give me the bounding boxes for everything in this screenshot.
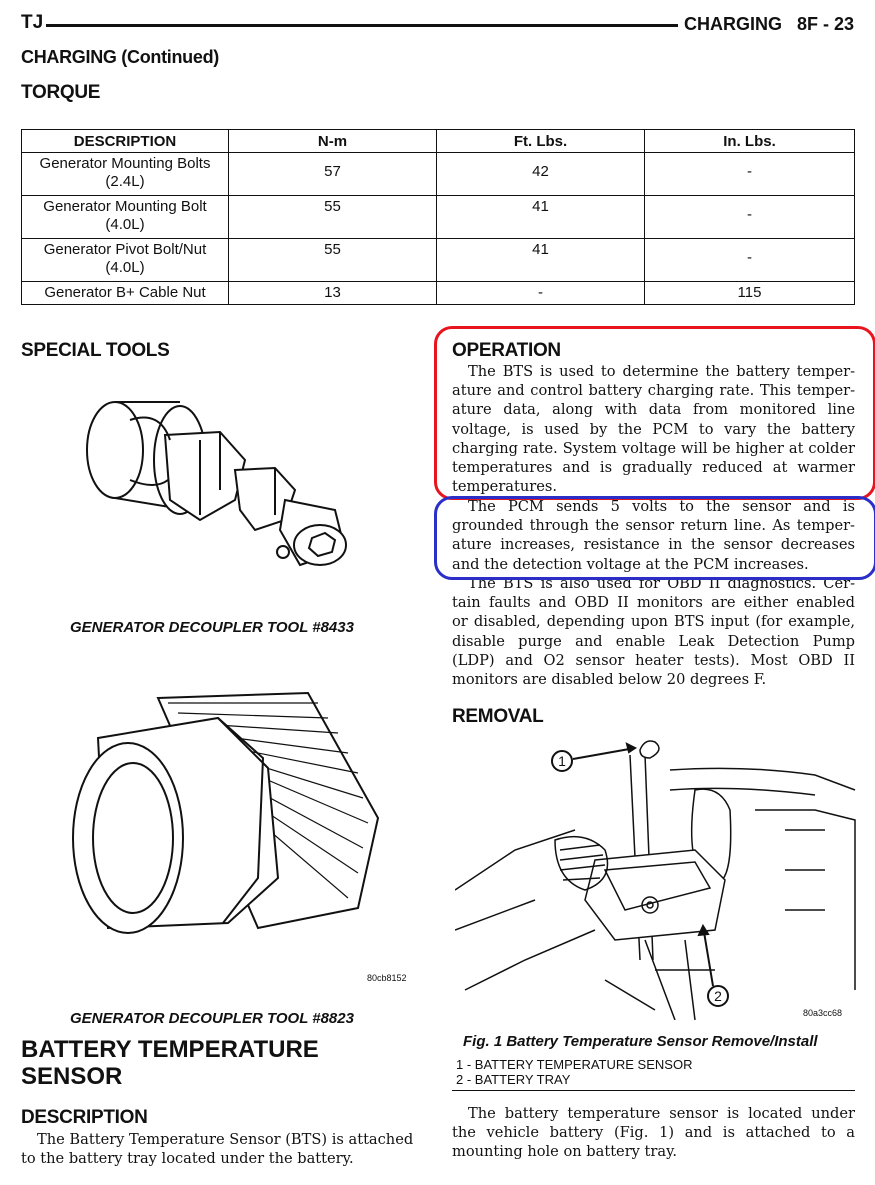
text-line: ature data, along with data from monitored line — [452, 401, 855, 419]
text-line: The battery temperature sensor is located under — [468, 1105, 855, 1122]
cell-in: 115 — [645, 282, 855, 305]
text-line: charging rate. System voltage will be higher at colder — [452, 439, 855, 457]
text-line: voltage, is used by the PCM to vary the battery — [452, 420, 855, 438]
highlight-box-red — [434, 326, 875, 500]
text-line: tain faults and OBD II monitors are either enabled — [452, 594, 855, 612]
bts-title-line1: BATTERY TEMPERATURE — [21, 1036, 319, 1063]
cell-desc: Generator B+ Cable Nut — [22, 282, 229, 305]
torque-title: TORQUE — [21, 82, 101, 103]
header-model: TJ — [21, 12, 44, 33]
description-body — [21, 1130, 424, 1168]
torque-table — [21, 129, 855, 305]
figure-code: 80a3cc68 — [803, 1008, 843, 1018]
tool-8433-caption: GENERATOR DECOUPLER TOOL #8433 — [70, 619, 354, 636]
cell-nm: 55 — [229, 239, 437, 282]
description-line: to the battery tray located under the battery. — [21, 1150, 354, 1168]
legend-item: 2 - BATTERY TRAY — [456, 1072, 571, 1087]
decoupler-tool-8823-illustration — [58, 678, 388, 948]
text-line: temperatures. — [452, 478, 557, 496]
special-tools-title: SPECIAL TOOLS — [21, 340, 170, 361]
decoupler-tool-8433-illustration — [70, 380, 370, 590]
removal-title: REMOVAL — [452, 706, 544, 727]
header-section: CHARGING — [684, 14, 782, 34]
tool-8823-caption: GENERATOR DECOUPLER TOOL #8823 — [70, 1010, 354, 1027]
operation-title: OPERATION — [452, 340, 561, 361]
cell-desc: Generator Mounting Bolt — [43, 198, 207, 215]
table-row — [22, 153, 855, 196]
cell-desc-engine: (2.4L) — [105, 173, 145, 190]
text-line: or disabled, depending upon BTS input (for example, — [452, 613, 855, 631]
figure-callout-2: 2 — [714, 988, 722, 1004]
text-line: The PCM sends 5 volts to the sensor and is — [468, 498, 855, 515]
figure-callout-1: 1 — [558, 753, 566, 769]
text-line: and the detection voltage at the PCM increases. — [452, 555, 809, 573]
removal-body — [452, 1104, 855, 1162]
cell-ft: 41 — [437, 196, 645, 239]
cell-desc: Generator Mounting Bolts — [39, 155, 211, 172]
highlight-box-blue — [434, 496, 875, 580]
table-row — [22, 196, 855, 239]
text-line: temperatures and is gradually reduced at warmer — [452, 459, 855, 477]
cell-in: - — [645, 239, 855, 282]
table-row — [22, 239, 855, 282]
cell-ft: - — [437, 282, 645, 305]
text-line: monitors are disabled below 20 degrees F. — [452, 671, 767, 689]
text-line: (LDP) and O2 sensor heater tests). Most OBD II — [452, 651, 855, 669]
text-line: ature increases, resistance in the sensor decreases — [452, 536, 855, 554]
cell-desc-engine: (4.0L) — [105, 259, 145, 276]
legend-item: 1 - BATTERY TEMPERATURE SENSOR — [456, 1057, 693, 1072]
table-row — [22, 282, 855, 305]
tool-8823-code: 80cb8152 — [367, 973, 407, 983]
cell-in: - — [645, 153, 855, 196]
figure-caption: Fig. 1 Battery Temperature Sensor Remove/Install — [463, 1033, 818, 1050]
text-line: disable purge and enable Leak Detection Pump — [452, 632, 855, 650]
cell-nm: 57 — [229, 153, 437, 196]
col-in-lbs: In. Lbs. — [645, 130, 855, 153]
header-page-number: 8F - 23 — [797, 14, 855, 34]
text-line: ature and control battery charging rate. This temper- — [452, 382, 855, 400]
text-line: the vehicle battery (Fig. 1) and is attached to a — [452, 1124, 855, 1142]
text-line: The BTS is also used for OBD II diagnostics. Cer- — [468, 575, 855, 592]
col-nm: N-m — [229, 130, 437, 153]
text-line: grounded through the sensor return line. As temper- — [452, 517, 855, 535]
description-title: DESCRIPTION — [21, 1107, 148, 1128]
cell-ft: 42 — [437, 153, 645, 196]
cell-desc-engine: (4.0L) — [105, 216, 145, 233]
operation-paragraph-3 — [452, 574, 855, 689]
col-description: DESCRIPTION — [22, 130, 229, 153]
text-line: mounting hole on battery tray. — [452, 1143, 678, 1161]
battery-tray-figure — [455, 730, 860, 1020]
cell-in: - — [645, 196, 855, 239]
description-line: The Battery Temperature Sensor (BTS) is attached — [37, 1131, 414, 1148]
cell-nm: 13 — [229, 282, 437, 305]
table-header-row — [22, 130, 855, 153]
text-line: The BTS is used to determine the battery temper- — [468, 363, 855, 380]
figure-legend — [456, 1057, 692, 1087]
cell-nm: 55 — [229, 196, 437, 239]
cell-ft: 41 — [437, 239, 645, 282]
bts-title-line2: SENSOR — [21, 1063, 123, 1090]
col-ft-lbs: Ft. Lbs. — [437, 130, 645, 153]
bts-section-title — [21, 1036, 319, 1090]
continued-title: CHARGING (Continued) — [21, 47, 219, 67]
figure-divider — [452, 1090, 855, 1091]
cell-desc: Generator Pivot Bolt/Nut — [43, 241, 207, 258]
header-rule — [46, 24, 678, 27]
